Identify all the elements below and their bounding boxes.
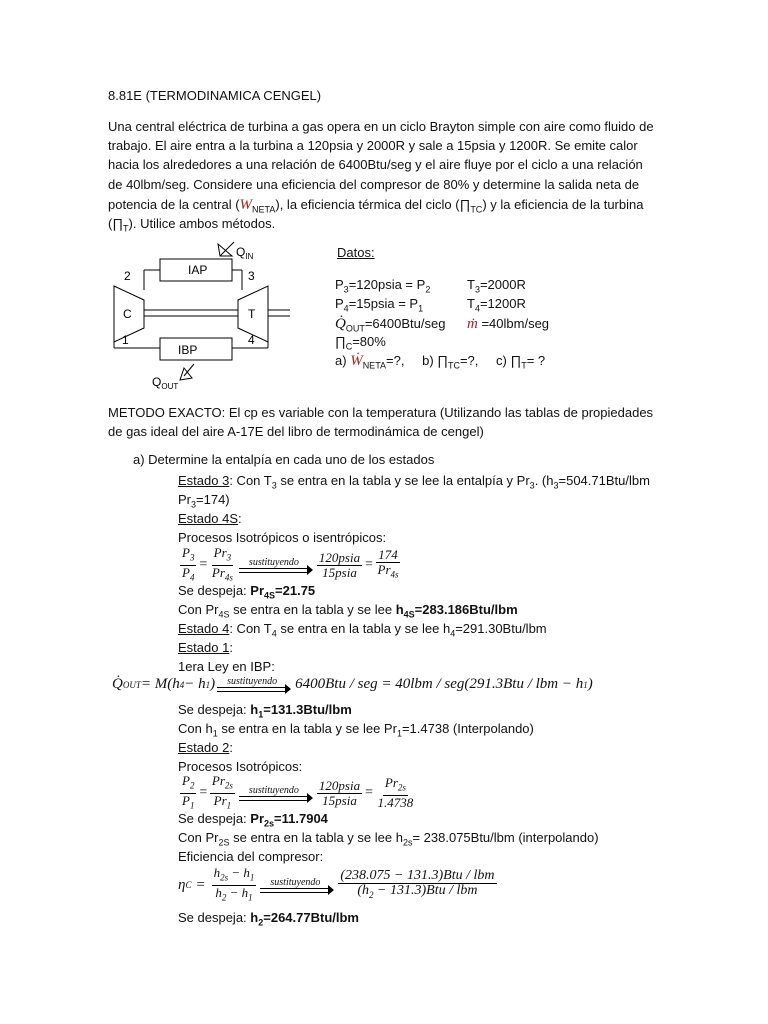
- statement-line-5: potencia de la central $(W_{NETA})$, la eficiencia térmica del ciclo $(\prod_{TC})$ y la eficiencia de la turbina: [108, 197, 644, 215]
- datos-qout: $Q̇_{OUT}=6400Btu$/seg: [335, 316, 446, 334]
- datos-p4: $P_4=15psia = P_1$: [335, 296, 424, 314]
- iap-label: IAP: [188, 263, 208, 277]
- metodo-line-1: METODO EXACTO: El cp es variable con la temperatura (Utilizando las tablas de propiedades: [108, 405, 654, 420]
- state-3-label: 3: [248, 269, 255, 283]
- q-out-label: $Q_{OUT}$: [152, 375, 179, 391]
- despeja-h2: Se despeja: $h_2=264.77Btu$/lbm: [178, 910, 359, 928]
- datos-questions: a) Ẇ$_{NETA}$=?, b) $\prod_{TC}=$?, c) $\prod_T=$ ?: [335, 353, 546, 371]
- estado-3-line-2: $Pr_3=174$): [178, 492, 230, 510]
- brayton-diagram: [108, 232, 308, 397]
- pr2s-line: Con $Pr_{2S}$ se entra en la tabla y se lee $h_{2s}= 238.075Btu/lbm$ (interpolando): [178, 830, 599, 848]
- equation-1: $\frac{P_3}{P_4}$ = $\frac{Pr_3}{Pr_{4s}}$ sustituyendo $\frac{\text{120psia}}{\text{15psia}}$ = $\frac{174}{Pr_{4s}}$: [182, 545, 399, 583]
- statement-line-1: Una central eléctrica de turbina a gas opera en un ciclo Brayton simple con aire como fluido de: [108, 119, 654, 134]
- eficiencia-heading: Eficiencia del compresor:: [178, 849, 324, 864]
- state-4-label: 4: [248, 333, 255, 347]
- datos-t3: $T_3=2000R$: [467, 277, 526, 295]
- estado-4s-heading: Estado 4S:: [178, 511, 242, 526]
- part-a-heading: a) Determine la entalpía en cada uno de los estados: [133, 452, 435, 467]
- estado-1-heading: Estado 1:: [178, 640, 233, 655]
- q-in-arrow: [218, 242, 234, 256]
- estado-2-heading: Estado 2:: [178, 740, 233, 755]
- q-out-arrow: [180, 364, 194, 380]
- isotropic-heading: Procesos Isotrópicos:: [178, 759, 303, 774]
- equation-2: Q̇ OUT = M(h 4 − h 1 ) sustituyendo 6400Btu / seg = 40lbm / seg(291.3Btu / lbm − h 1 ): [112, 676, 593, 692]
- despeja-h1: Se despeja: $h_1=131.3Btu$/lbm: [178, 702, 352, 720]
- datos-eta-c: $\prod_C=80\%$: [335, 334, 386, 352]
- compressor-label: C: [123, 307, 132, 321]
- turbine-label: T: [248, 307, 256, 321]
- despeja-pr4s: Se despeja: $Pr_{4S}=21.75$: [178, 583, 316, 601]
- primera-ley-heading: 1era Ley en IBP:: [178, 659, 275, 674]
- datos-heading: Datos:: [337, 245, 375, 260]
- equation-4: η C = $\frac{h_{2s} - h_1}{h_2 - h_1}$ sustituyendo $\frac{\text{(238.075 − 131.3)Btu / lbm}}{(h_2 - 131.3)Btu / lbm}$: [178, 865, 495, 903]
- pr4s-line: Con $Pr_{4S}$ se entra en la tabla y se lee $h_{4S}=283.186Btu$/lbm: [178, 602, 518, 620]
- q-in-label: $Q_{IN}$: [236, 245, 254, 261]
- statement-line-4: de 40lbm/seg. Considere una eficiencia del compresor de 80% y determine la salida neta de: [108, 177, 640, 192]
- ibp-label: IBP: [178, 343, 198, 357]
- page-title: 8.81E (TERMODINAMICA CENGEL): [108, 88, 322, 103]
- state-2-label: 2: [124, 269, 131, 283]
- datos-t4: $T_4=1200R$: [467, 296, 526, 314]
- state-1-label: 1: [122, 333, 129, 347]
- isentropic-heading: Procesos Isotrópicos o isentrópicos:: [178, 530, 387, 545]
- statement-line-6: $(\prod_T)$. Utilice ambos métodos.: [108, 216, 276, 234]
- statement-line-2: trabajo. El aire entra a la turbina a 120psia y 2000R y sale a 15psia y 1200R. Se emite calor: [108, 138, 638, 153]
- h1-line: Con $h_1$ se entra en la tabla y se lee $Pr_1=1.4738$ (Interpolando): [178, 721, 534, 739]
- estado-3-line: Estado 3: Con $T_3$ se entra en la tabla y se lee la entalpía y $Pr_3$. ($h_3=504.71Btu$/lbm: [178, 473, 650, 491]
- datos-mdot: ṁ =40lbm/seg: [467, 316, 550, 332]
- equation-3: $\frac{P_2}{P_1}$ = $\frac{Pr_{2s}}{Pr_1}$ sustituyendo $\frac{\text{120psia}}{\text{15psia}}$ = $\frac{Pr_{2s}}{1.4738}$: [182, 773, 414, 811]
- metodo-line-2: de gas ideal del aire A-17E del libro de termodinámica de cengel): [108, 424, 484, 439]
- statement-line-3: hacia los alrededores a una relación de 6400Btu/seg y el aire fluye por el ciclo a una relación: [108, 157, 643, 172]
- datos-p3: $P_3=120psia = P_2$: [335, 277, 431, 295]
- despeja-pr2s: Se despeja: $Pr_{2s}=11.7904$: [178, 811, 328, 829]
- estado-4-line: Estado 4: Con $T_4$ se entra en la tabla y se lee $h_4=291.30Btu$/lbm: [178, 621, 547, 639]
